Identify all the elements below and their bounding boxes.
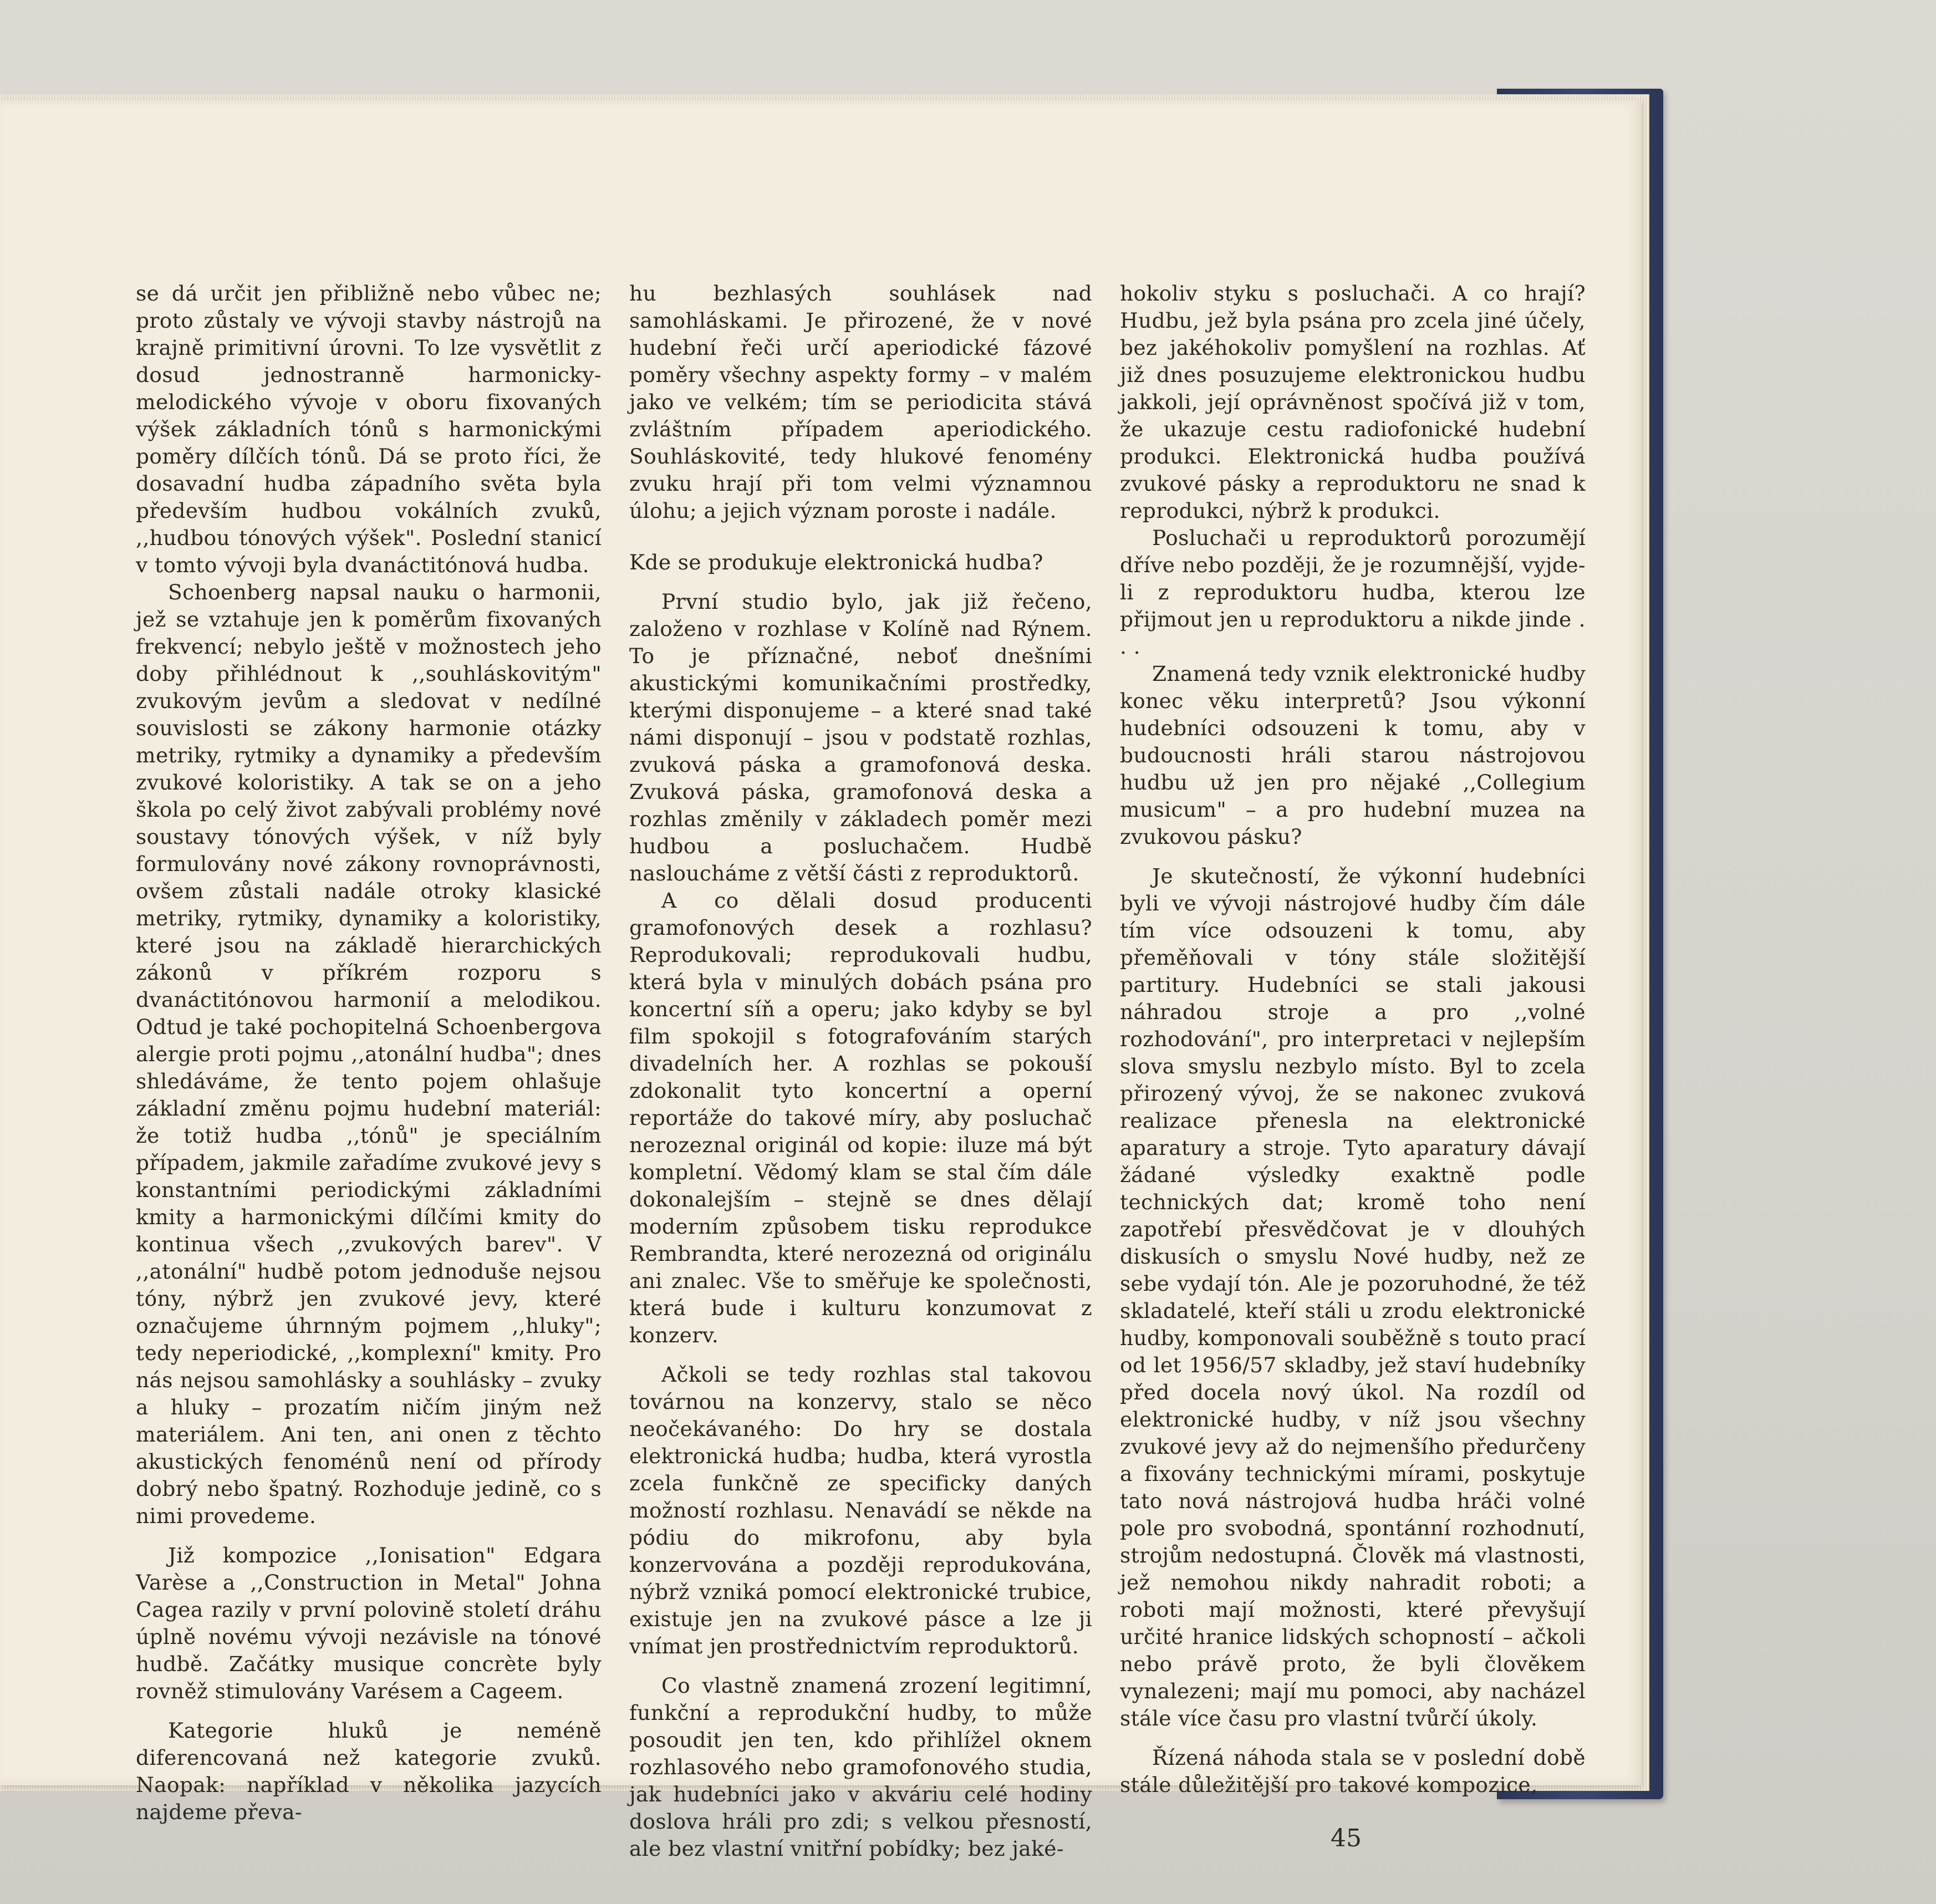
paragraph: Znamená tedy vznik elektronické hudby konec věku interpretů? Jsou výkonní hudebníci odsouzeni k tomu, aby v budoucnosti hráli starou nástrojovou hudbu už jen pro nějaké ,,Collegium musicum" – a pro hudební muzea na zvukovou pásku? xyxy=(1120,661,1586,849)
paragraph: hokoliv styku s posluchači. A co hrají? Hudbu, jež byla psána pro zcela jiné účely, bez jakéhokoliv pomyšlení na rozhlas. Ať již dnes posuzujeme elektronickou hudbu jakkoli, její oprávněnost spočívá již v tom, že ukazuje cestu radiofonické hudební produkci. Elektronická hudba používá zvukové pásky a reproduktoru ne snad k reprodukci, nýbrž k produkci. xyxy=(1120,281,1586,523)
text-column-2 xyxy=(629,280,1092,1862)
text-column-3 xyxy=(1120,280,1586,1799)
paragraph: Posluchači u reproduktorů porozumějí dříve nebo později, že je rozumnější, vyjde-li z reproduktoru hudba, kterou lze přijmout jen u reproduktoru a nikde jinde . . . xyxy=(1120,526,1586,659)
section-heading: Kde se produkuje elektronická hudba? xyxy=(629,550,1043,574)
paragraph: Schoenberg napsal nauku o harmonii, jež se vztahuje jen k poměrům fixovaných frekvencí; nebylo ještě v možnostech jeho doby přihlédnout k ,,souhláskovitým" zvukovým jevům a sledovat v nedílné souvislosti se zákony harmonie otázky metriky, rytmiky a dynamiky a především zvukové koloristiky. A tak se on a jeho škola po celý život zabývali problémy nové soustavy tónových výšek, v níž byly formulovány nové zákony rovnoprávnosti, ovšem zůstali nadále otroky klasické metriky, rytmiky, dynamiky a koloristiky, které jsou na základě hierarchických zákonů v příkrém rozporu s dvanáctitónovou harmonií a melodikou. Odtud je také pochopitelná Schoenbergova alergie proti pojmu ,,atonální hudba"; dnes shledáváme, že tento pojem ohlašuje základní změnu pojmu hudební materiál: že totiž hudba ,,tónů" je speciálním případem, jakmile zařadíme zvukové jevy s konstantními periodickými základními kmity a harmonickými dílčími kmity do kontinua všech ,,zvukových barev". V ,,atonální" hudbě potom jednoduše nejsou tóny, nýbrž jen zvukové jevy, které označujeme úhrnným pojmem ,,hluky"; tedy neperiodické, ,,komplexní" kmity. Pro nás nejsou samohlásky a souhlásky – zvuky a hluky – prozatím ničím jiným než materiálem. Ani ten, ani onen z těchto akustických fenoménů není od přírody dobrý nebo špatný. Rozhoduje jedině, co s nimi provedeme. xyxy=(136,580,602,1528)
paragraph: První studio bylo, jak již řečeno, založeno v rozhlase v Kolíně nad Rýnem. To je příznačné, neboť dnešními akustickými komunikačními prostředky, kterými disponujeme – a které snad také námi disponují – jsou v podstatě rozhlas, zvuková páska a gramofonová deska. Zvuková páska, gramofonová deska a rozhlas změnily v základech poměr mezi hudbou a posluchačem. Hudbě nasloucháme z větší části z reproduktorů. xyxy=(629,589,1092,885)
paragraph: Kategorie hluků je neméně diferencovaná než kategorie zvuků. Naopak: například v několika jazycích najdeme převa- xyxy=(136,1718,602,1824)
paragraph: A co dělali dosud producenti gramofonových desek a rozhlasu? Reprodukovali; reprodukovali hudbu, která byla v minulých dobách psána pro koncertní síň a operu; jako kdyby se byl film spokojil s fotografováním starých divadelních her. A rozhlas se pokouší zdokonalit tyto koncertní a operní reportáže do takové míry, aby posluchač nerozeznal originál od kopie: iluze má být kompletní. Vědomý klam se stal čím dále dokonalejším – stejně se dnes dělají moderním způsobem tisku reprodukce Rembrandta, které nerozezná od originálu ani znalec. Vše to směřuje ke společnosti, která bude i kulturu konzumovat z konzerv. xyxy=(629,888,1092,1347)
paragraph: Co vlastně znamená zrození legitimní, funkční a reprodukční hudby, to může posoudit jen ten, kdo přihlížel oknem rozhlasového nebo gramofonového studia, jak hudebníci jako v akváriu celé hodiny doslova hráli pro zdi; s velkou přesností, ale bez vlastní vnitřní pobídky; bez jaké- xyxy=(629,1673,1092,1861)
paragraph: se dá určit jen přibližně nebo vůbec ne; proto zůstaly ve vývoji stavby nástrojů na krajně primitivní úrovni. To lze vysvětlit z dosud jednostranně harmonicky-melodického vývoje v oboru fixovaných výšek základních tónů s harmonickými poměry dílčích tónů. Dá se proto říci, že dosavadní hudba západního světa byla především hudbou vokálních zvuků, ,,hudbou tónových výšek". Poslední stanicí v tomto vývoji byla dvanáctitónová hudba. xyxy=(136,281,602,577)
paragraph: Je skutečností, že výkonní hudebníci byli ve vývoji nástrojové hudby čím dále tím více odsouzeni k tomu, aby přeměňovali v tóny stále složitější partitury. Hudebníci se stali jakousi náhradou stroje a pro ,,volné rozhodování", pro interpretaci v nejlepším slova smyslu nezbylo místo. Byl to zcela přirozený vývoj, že se nakonec zvuková realizace přenesla na elektronické aparatury a stroje. Tyto aparatury dávají žádané výsledky exaktně podle technických dat; kromě toho není zapotřebí přesvědčovat je v dlouhých diskusích o smyslu Nové hudby, než ze sebe vydají tón. Ale je pozoruhodné, že též skladatelé, kteří stáli u zrodu elektronické hudby, komponovali souběžně s touto prací od let 1956/57 skladby, jež staví hudebníky před docela nový úkol. Na rozdíl od elektronické hudby, v níž jsou všechny zvukové jevy až do nejmenšího předurčeny a fixovány technickými mírami, poskytuje tato nová nástrojová hudba hráči volné pole pro svobodná, spontánní rozhodnutí, strojům nedostupná. Člověk má vlastnosti, jež nemohou nikdy nahradit roboti; a roboti mají možnosti, které převyšují určité hranice lidských schopností – ačkoli nebo právě proto, že byli člověkem vynalezeni; mají mu pomoci, aby nacházel stále více času pro vlastní tvůrčí úkoly. xyxy=(1120,864,1586,1730)
paragraph: hu bezhlasých souhlásek nad samohláskami. Je přirozené, že v nové hudební řeči určí aperiodické fázové poměry všechny aspekty formy – v malém jako ve velkém; tím se periodicita stává zvláštním případem aperiodického. Souhláskovité, tedy hlukové fenomény zvuku hrají při tom velmi významnou úlohu; a jejich význam poroste i nadále. xyxy=(629,281,1092,523)
paragraph: Řízená náhoda stala se v poslední době stále důležitější pro takové kompozice, xyxy=(1120,1745,1586,1797)
paragraph: Již kompozice ,,Ionisation" Edgara Varèse a ,,Construction in Metal" Johna Cagea razily v první polovině století dráhu úplně novému vývoji nezávisle na tónové hudbě. Začátky musique concrète byly rovněž stimulovány Varésem a Cageem. xyxy=(136,1543,602,1703)
page-number: 45 xyxy=(1331,1824,1362,1852)
book-page xyxy=(0,100,1641,1861)
paragraph: Ačkoli se tedy rozhlas stal takovou továrnou na konzervy, stalo se něco neočekávaného: Do hry se dostala elektronická hudba; hudba, která vyrostla zcela funkčně ze specificky daných možností rozhlasu. Nenavádí se někde na pódiu do mikrofonu, aby byla konzervována a později reprodukována, nýbrž vzniká pomocí elektronické trubice, existuje jen na zvukové pásce a lze ji vnímat jen prostřednictvím reproduktorů. xyxy=(629,1362,1092,1658)
text-column-1 xyxy=(136,280,602,1826)
